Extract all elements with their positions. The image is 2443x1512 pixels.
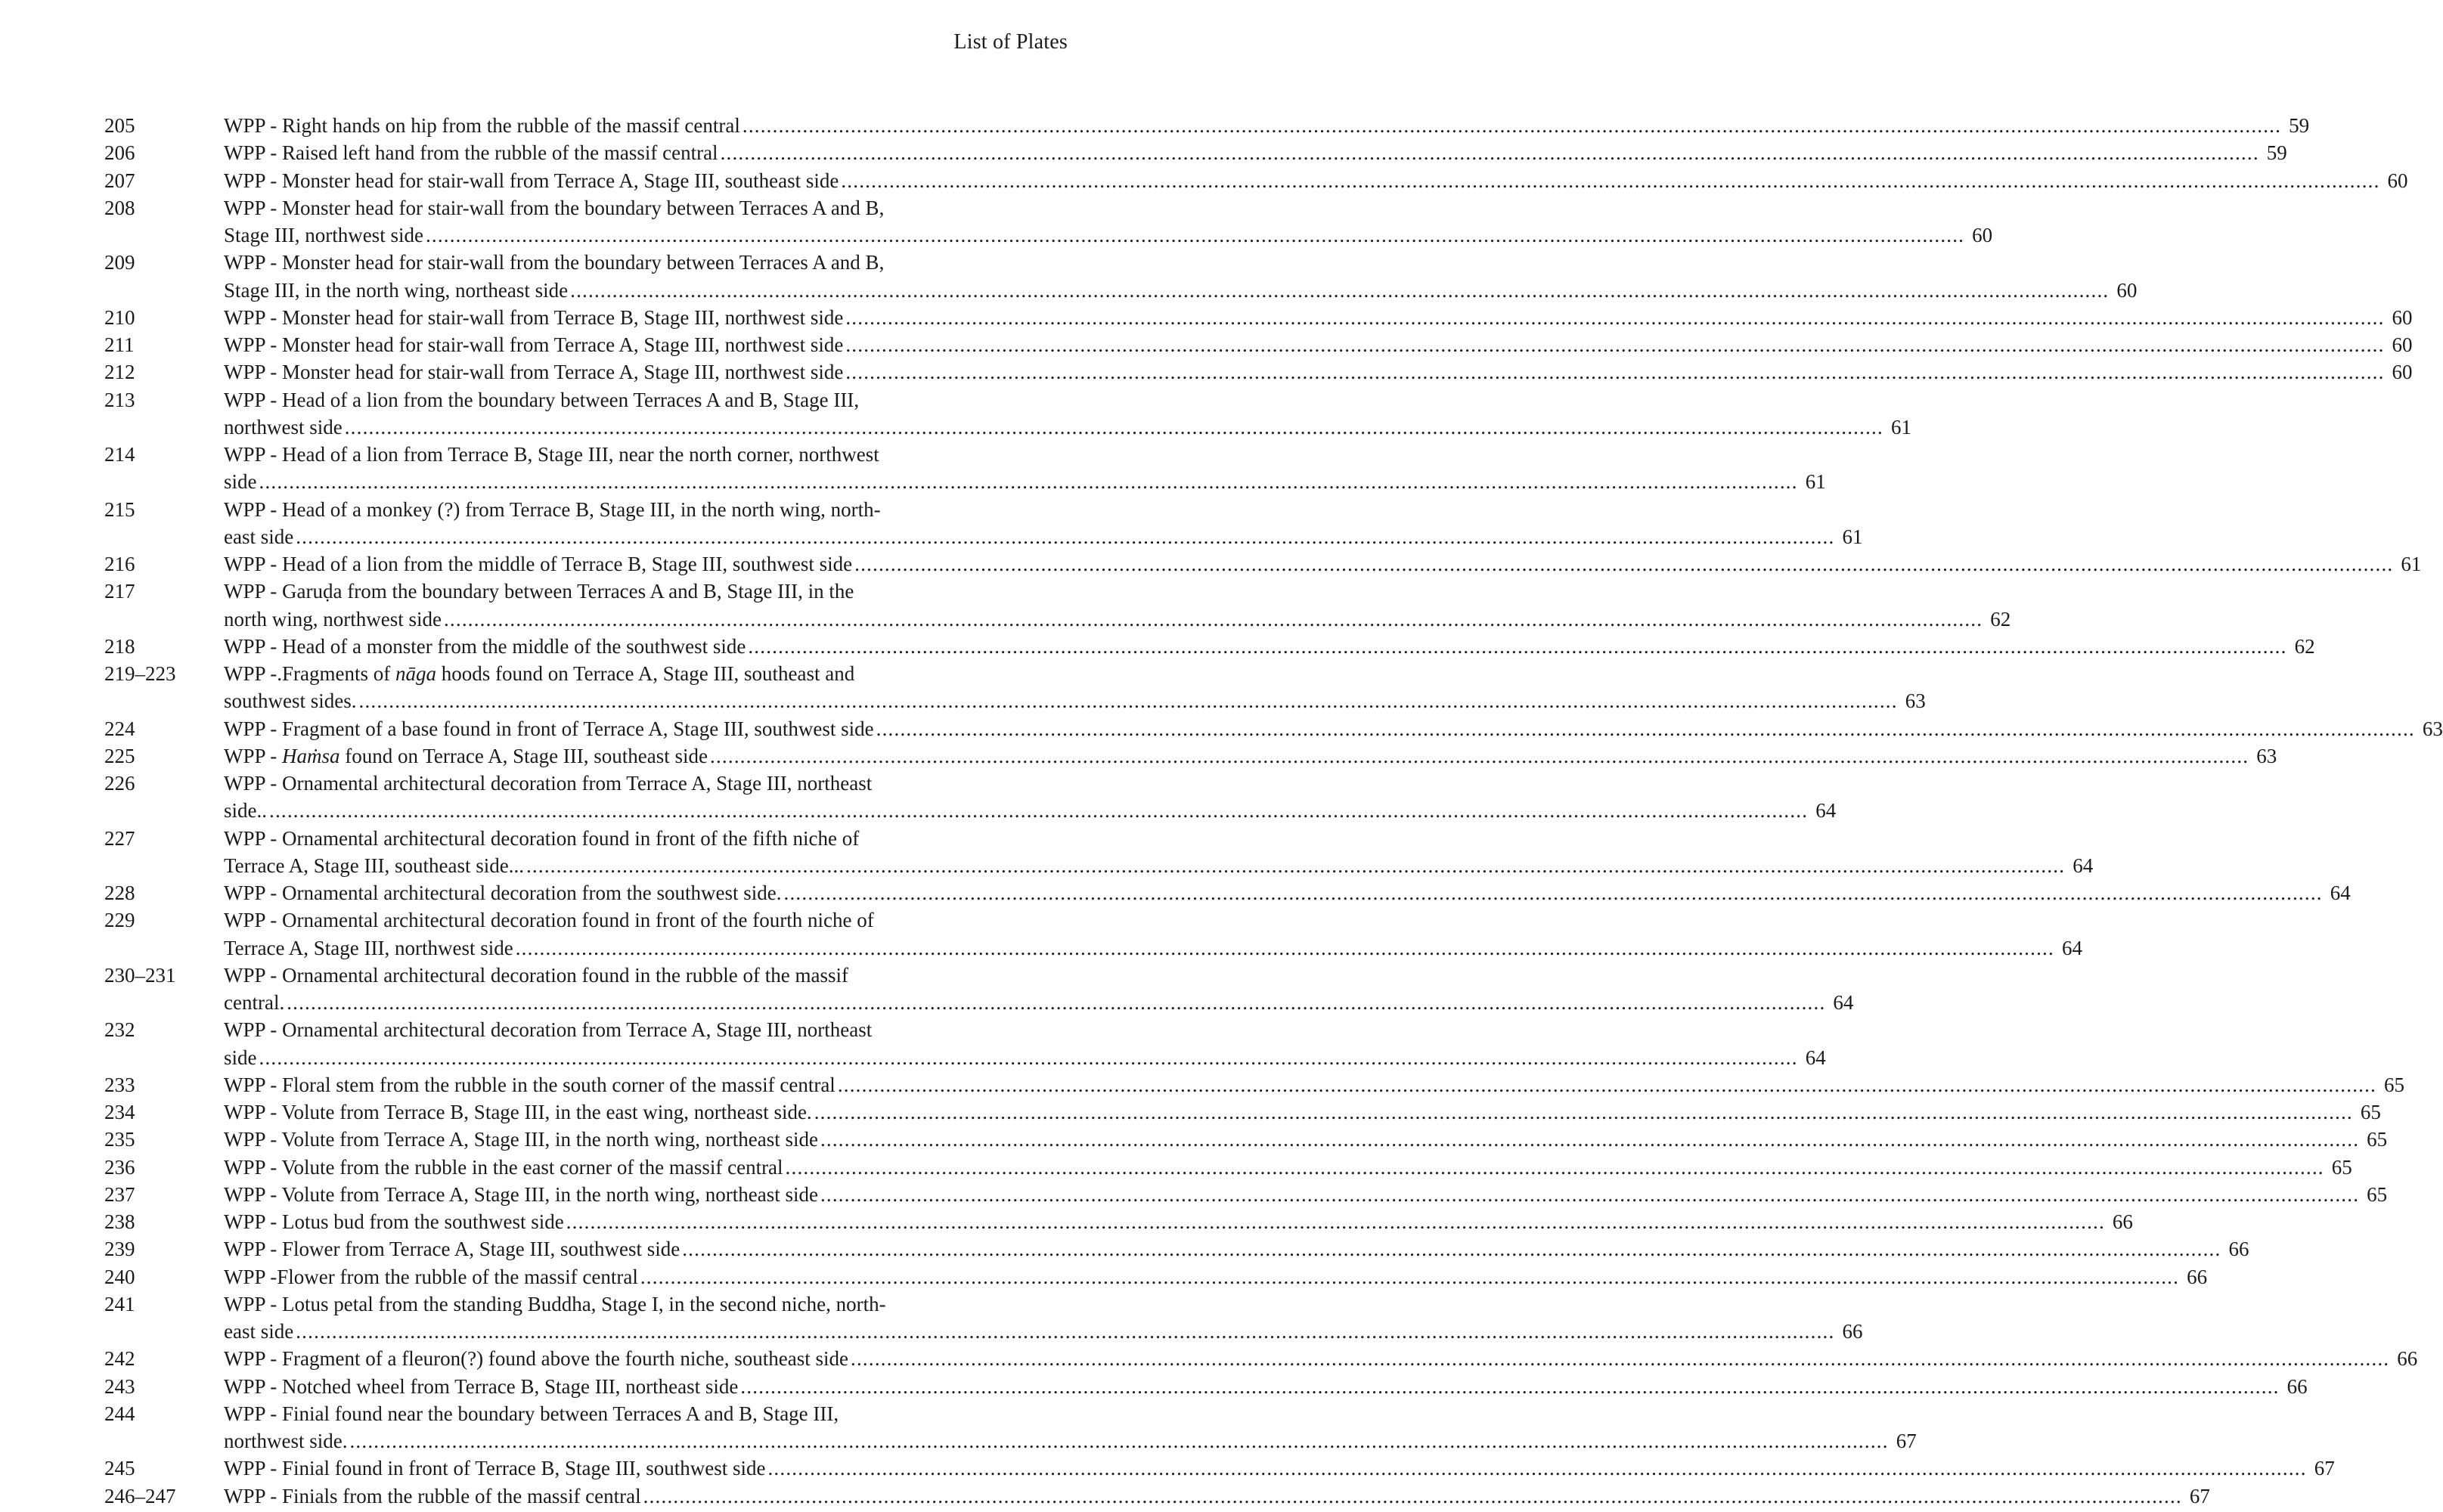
- dot-leader: [786, 1154, 2324, 1181]
- plate-number: 213: [104, 388, 135, 411]
- plate-description-line: WPP - Monster head for stair-wall from the boundary between Terraces A and B,: [224, 251, 885, 274]
- plate-number: 227: [104, 826, 135, 850]
- dot-leader: [566, 1208, 2105, 1235]
- page-number: 64: [2061, 936, 2082, 959]
- page-number: 59: [2266, 141, 2287, 165]
- plate-number: 245: [104, 1457, 135, 1480]
- plate-entry: [101, 386, 1911, 442]
- plate-entry: [101, 1290, 1863, 1346]
- plate-entry: [101, 1373, 2308, 1400]
- plate-description-line: WPP - Head of a monkey (?) from Terrace B, Stage III, in the north wing, north-: [224, 497, 881, 521]
- plate-description-line: WPP - Ornamental architectural decoration from Terrace A, Stage III, northeast: [224, 772, 873, 795]
- dot-leader: [876, 715, 2415, 742]
- plate-entry: [101, 578, 2011, 633]
- plate-description-line: WPP - Flower from Terrace A, Stage III, southwest side: [224, 1238, 681, 1261]
- plate-description-last-line: [224, 139, 2287, 166]
- plate-description-line: WPP - Monster head for stair-wall from the boundary between Terraces A and B,: [224, 196, 885, 219]
- dot-leader: [426, 222, 1964, 249]
- plate-number: 233: [104, 1073, 135, 1096]
- plate-description-last-line: [224, 331, 2413, 358]
- plate-description-line: north wing, northwest side: [224, 607, 442, 631]
- page-number: 64: [1805, 1046, 1826, 1069]
- plate-number: 210: [104, 305, 135, 329]
- plate-description-line: WPP - Ornamental architectural decoration from Terrace A, Stage III, northeast: [224, 1018, 873, 1042]
- plate-entry: [101, 742, 2277, 770]
- page-number: 66: [2187, 1265, 2208, 1288]
- plate-description-last-line: [224, 989, 1853, 1016]
- plate-description: [224, 715, 2443, 742]
- plate-entry: [101, 715, 2443, 742]
- plate-description-line: northwest side.: [224, 1430, 348, 1452]
- page-number: 60: [2392, 333, 2413, 356]
- plate-description-line: southwest sides.: [224, 689, 357, 713]
- plate-description-last-line: [224, 934, 2082, 962]
- plate-description-last-line: [224, 523, 1862, 550]
- plate-description: [224, 1235, 2249, 1263]
- page-number: 66: [2397, 1347, 2418, 1371]
- plate-number: 205: [104, 114, 135, 137]
- plate-description-last-line: [224, 742, 2277, 770]
- plate-description: [224, 879, 2351, 906]
- plate-description: [224, 1181, 2387, 1208]
- plate-entry: [101, 1208, 2133, 1235]
- plate-number: 209: [104, 251, 135, 274]
- plate-description-line: WPP - Volute from the rubble in the east corner of the massif central: [224, 1155, 783, 1179]
- plate-description-line: WPP - Right hands on hip from the rubble of the massif central: [224, 114, 740, 137]
- plate-entry: [101, 441, 1826, 496]
- dot-leader: [269, 797, 1808, 824]
- plate-entry: [101, 1483, 2210, 1510]
- plate-description-line: Stage III, in the north wing, northeast side: [224, 278, 569, 302]
- plate-description-last-line: [224, 468, 1826, 495]
- page-number: 60: [2392, 361, 2413, 384]
- plate-description: [224, 962, 1853, 1017]
- plate-description: [224, 304, 2413, 331]
- plate-description: [224, 249, 2137, 304]
- plate-description-line: Stage III, northwest side: [224, 224, 423, 246]
- page-number: 60: [2116, 278, 2138, 302]
- plate-number: 214: [104, 443, 135, 466]
- plate-description: [224, 441, 1826, 496]
- plate-description-line: Terrace A, Stage III, northwest side: [224, 936, 513, 959]
- page-number: 66: [1842, 1320, 1863, 1343]
- plate-description-line: WPP - Fragment of a fleuron(?) found above the fourth niche, southeast side: [224, 1347, 849, 1371]
- page-number: 66: [2112, 1210, 2133, 1233]
- plate-description-last-line: [224, 1345, 2417, 1372]
- plate-description-line: WPP - Volute from Terrace A, Stage III, in the north wing, northeast side: [224, 1128, 818, 1151]
- dot-leader: [851, 1345, 2389, 1372]
- plate-entry: [101, 1126, 2388, 1153]
- dot-leader: [740, 1373, 2279, 1400]
- plate-description-last-line: [224, 414, 1911, 441]
- page-number: 65: [2360, 1101, 2381, 1123]
- plate-number: 238: [104, 1210, 135, 1233]
- dot-leader: [838, 1071, 2376, 1098]
- plate-description: [224, 358, 2413, 386]
- plate-entry: [101, 770, 1837, 825]
- page-number: 65: [2331, 1155, 2352, 1179]
- plate-number: 230–231: [104, 963, 176, 987]
- dot-leader: [743, 112, 2281, 139]
- page-number: 65: [2367, 1128, 2388, 1151]
- plate-description-line: WPP - Floral stem from the rubble in the south corner of the massif central: [224, 1073, 836, 1096]
- plate-description-line: WPP - Head of a lion from Terrace B, Stage III, near the north corner, northwest: [224, 443, 879, 466]
- page-number: 61: [2401, 553, 2422, 575]
- plate-description: [224, 1373, 2308, 1400]
- plate-number: 228: [104, 881, 135, 904]
- plate-description-line: WPP - Ornamental architectural decoration found in front of the fifth niche of: [224, 826, 860, 850]
- plate-description-line: Terrace A, Stage III, southeast side...: [224, 854, 524, 877]
- plate-description-line: WPP - Monster head for stair-wall from Terrace A, Stage III, southeast side: [224, 169, 839, 192]
- plate-description-last-line: [224, 1126, 2387, 1153]
- plate-description-last-line: [224, 1318, 1862, 1345]
- dot-leader: [345, 414, 1883, 441]
- plate-entry: [101, 496, 1863, 551]
- dot-leader: [845, 331, 2384, 358]
- plate-description-line: side..: [224, 799, 267, 823]
- plate-description: [224, 633, 2315, 660]
- dot-leader: [784, 879, 2323, 906]
- plate-description: [224, 578, 2011, 633]
- plate-number: 208: [104, 196, 135, 219]
- plate-description: [224, 1345, 2417, 1372]
- page-number: 65: [2384, 1073, 2405, 1096]
- plate-number: 246–247: [104, 1484, 176, 1507]
- plate-description-line: northwest side: [224, 415, 343, 438]
- plate-description-line: side: [224, 1046, 257, 1069]
- plate-entry: [101, 1071, 2405, 1098]
- plate-entry: [101, 1181, 2388, 1208]
- plate-entry: [101, 660, 1926, 715]
- plate-description-line: WPP - Finial found near the boundary between Terraces A and B, Stage III,: [224, 1402, 839, 1425]
- plate-number: 239: [104, 1238, 135, 1261]
- plate-number: 226: [104, 772, 135, 795]
- plate-entry: [101, 112, 2310, 139]
- plate-number: 236: [104, 1155, 135, 1179]
- plate-description-last-line: [224, 1263, 2207, 1290]
- plate-entry: [101, 1154, 2352, 1181]
- dot-leader: [710, 742, 2249, 770]
- plate-number: 234: [104, 1101, 135, 1123]
- plate-description-line: WPP - Monster head for stair-wall from Terrace A, Stage III, northwest side: [224, 333, 844, 356]
- plate-number: 244: [104, 1402, 135, 1425]
- plate-description: [224, 1126, 2387, 1153]
- dot-leader: [296, 1318, 1834, 1345]
- plate-description-last-line: [224, 550, 2421, 578]
- dot-leader: [516, 934, 2054, 962]
- plate-description: [224, 194, 1992, 249]
- page-number: 67: [2189, 1484, 2210, 1507]
- page-number: 66: [2228, 1238, 2249, 1261]
- plate-description-last-line: [224, 358, 2413, 386]
- plate-description-last-line: [224, 606, 2011, 633]
- plate-description: [224, 386, 1911, 442]
- dot-leader: [820, 1181, 2359, 1208]
- plate-description-last-line: [224, 1044, 1826, 1071]
- plate-description: [224, 1098, 2381, 1126]
- page-number: 63: [2256, 744, 2277, 767]
- page-number: 59: [2289, 114, 2310, 137]
- dot-leader: [820, 1126, 2359, 1153]
- running-head: List of Plates: [953, 30, 1068, 54]
- dot-leader: [570, 277, 2109, 304]
- page-number: 60: [2392, 305, 2413, 329]
- plate-description-line: central.: [224, 991, 285, 1014]
- plate-description: [224, 496, 1862, 551]
- plate-number: 242: [104, 1347, 135, 1371]
- plate-number: 218: [104, 634, 135, 658]
- plate-entry: [101, 825, 2094, 880]
- plate-number: 224: [104, 717, 135, 740]
- plate-description-last-line: [224, 304, 2413, 331]
- dot-leader: [359, 687, 1898, 714]
- plate-description-line: WPP - Volute from Terrace B, Stage III, in the east wing, northeast side.: [224, 1101, 812, 1123]
- plate-description: [224, 112, 2309, 139]
- plate-description-line: WPP - Monster head for stair-wall from Terrace B, Stage III, northwest side: [224, 305, 844, 329]
- plate-entry: [101, 194, 1993, 249]
- page-number: 62: [1990, 607, 2011, 631]
- plate-description-last-line: [224, 879, 2351, 906]
- dot-leader: [748, 633, 2286, 660]
- plate-description-last-line: [224, 687, 1926, 714]
- plate-entry: [101, 1098, 2381, 1126]
- plate-description: [224, 825, 2093, 880]
- plate-description-last-line: [224, 1373, 2308, 1400]
- dot-leader: [259, 468, 1798, 495]
- dot-leader: [814, 1098, 2353, 1126]
- plate-description-last-line: [224, 277, 2137, 304]
- page-number: 63: [2422, 717, 2443, 740]
- plate-description-last-line: [224, 1208, 2133, 1235]
- plate-description: [224, 770, 1836, 825]
- plate-number: 232: [104, 1018, 135, 1042]
- page-number: 64: [1815, 799, 1837, 823]
- dot-leader: [845, 358, 2384, 386]
- plate-number: 211: [104, 333, 135, 356]
- plate-description-line: WPP - Ornamental architectural decoration found in front of the fourth niche of: [224, 909, 874, 932]
- plate-description-line: WPP - Finial found in front of Terrace B, Stage III, southwest side: [224, 1457, 766, 1480]
- plate-entry: [101, 358, 2413, 386]
- plate-number: 206: [104, 141, 135, 165]
- plate-entry: [101, 139, 2287, 166]
- plate-description-last-line: [224, 797, 1836, 824]
- page-number: 61: [1805, 470, 1826, 494]
- plate-description-line: WPP - Monster head for stair-wall from Terrace A, Stage III, northwest side: [224, 361, 844, 384]
- plate-number: 219–223: [104, 662, 176, 685]
- plate-description: [224, 1208, 2133, 1235]
- dot-leader: [767, 1455, 2306, 1482]
- plate-description: [224, 1016, 1826, 1071]
- plate-description: [224, 1400, 1917, 1455]
- plate-number: 240: [104, 1265, 135, 1288]
- plate-entry: [101, 249, 2138, 304]
- plate-description: [224, 139, 2287, 166]
- plate-description-line: WPP -Flower from the rubble of the massif central: [224, 1265, 638, 1288]
- plate-description-last-line: [224, 852, 2093, 879]
- page-number: 60: [1972, 224, 1993, 246]
- dot-leader: [845, 304, 2384, 331]
- plate-description: [224, 660, 1926, 715]
- plate-description-last-line: [224, 1235, 2249, 1263]
- plate-entry: [101, 1263, 2208, 1290]
- page-number: 65: [2367, 1182, 2388, 1206]
- plate-description: [224, 167, 2408, 194]
- plate-description-line: WPP -.Fragments of nāga hoods found on Terrace A, Stage III, southeast and: [224, 662, 855, 685]
- plate-description-line: WPP - Ornamental architectural decoration found in the rubble of the massif: [224, 963, 848, 987]
- plate-number: 217: [104, 580, 135, 603]
- plate-description-last-line: [224, 1071, 2404, 1098]
- dot-leader: [682, 1235, 2221, 1263]
- plate-number: 207: [104, 169, 135, 192]
- plate-number: 216: [104, 553, 135, 575]
- plate-entry: [101, 1455, 2335, 1482]
- plate-description: [224, 331, 2413, 358]
- dot-leader: [444, 606, 1983, 633]
- plate-description-line: WPP - Raised left hand from the rubble of the massif central: [224, 141, 718, 165]
- plate-entry: [101, 331, 2413, 358]
- plate-entry: [101, 1400, 1917, 1455]
- plate-list: [101, 112, 2443, 1510]
- plate-entry: [101, 1235, 2249, 1263]
- plate-description: [224, 1483, 2210, 1510]
- plate-description: [224, 1263, 2207, 1290]
- plate-number: 229: [104, 909, 135, 932]
- plate-description: [224, 1154, 2352, 1181]
- plate-description-last-line: [224, 222, 1992, 249]
- plate-entry: [101, 962, 1854, 1017]
- plate-description-last-line: [224, 1154, 2352, 1181]
- dot-leader: [640, 1263, 2179, 1290]
- page-number: 61: [1890, 415, 1911, 438]
- plate-description-line: WPP - Lotus petal from the standing Buddha, Stage I, in the second niche, north-: [224, 1292, 886, 1315]
- plate-description: [224, 550, 2421, 578]
- plate-description-line: WPP - Notched wheel from Terrace B, Stage III, northeast side: [224, 1374, 739, 1398]
- plate-number: 215: [104, 497, 135, 521]
- dot-leader: [259, 1044, 1798, 1071]
- dot-leader: [526, 852, 2065, 879]
- dot-leader: [841, 167, 2379, 194]
- plate-description-line: WPP - Haṁsa found on Terrace A, Stage III, southeast side: [224, 744, 708, 767]
- page-number: 64: [2073, 854, 2094, 877]
- plate-description: [224, 906, 2082, 962]
- plate-description: [224, 742, 2277, 770]
- plate-number: 235: [104, 1128, 135, 1151]
- plate-entry: [101, 879, 2351, 906]
- dot-leader: [721, 139, 2259, 166]
- plate-description-line: east side: [224, 1320, 294, 1343]
- plate-description-line: WPP - Head of a monster from the middle of the southwest side: [224, 634, 746, 658]
- plate-description-line: side: [224, 470, 257, 494]
- plate-description-line: east side: [224, 525, 294, 548]
- dot-leader: [287, 989, 1825, 1016]
- plate-number: 241: [104, 1292, 135, 1315]
- plate-description-line: WPP - Finials from the rubble of the massif central: [224, 1484, 641, 1507]
- plate-description-last-line: [224, 112, 2309, 139]
- plate-description: [224, 1290, 1862, 1346]
- plate-description-line: WPP - Head of a lion from the middle of Terrace B, Stage III, southwest side: [224, 553, 853, 575]
- plate-entry: [101, 167, 2408, 194]
- plate-description-last-line: [224, 1455, 2335, 1482]
- page-number: 67: [1896, 1430, 1917, 1452]
- plate-entry: [101, 1016, 1826, 1071]
- page-number: 63: [1905, 689, 1926, 713]
- dot-leader: [854, 550, 2393, 578]
- page-number: 61: [1842, 525, 1863, 548]
- plate-description: [224, 1455, 2335, 1482]
- page-number: 66: [2286, 1374, 2308, 1398]
- plate-description: [224, 1071, 2404, 1098]
- plate-description-last-line: [224, 167, 2408, 194]
- plate-description-line: WPP - Lotus bud from the southwest side: [224, 1210, 564, 1233]
- plate-description-line: WPP - Fragment of a base found in front of Terrace A, Stage III, southwest side: [224, 717, 874, 740]
- dot-leader: [643, 1483, 2182, 1510]
- plate-description-line: WPP - Volute from Terrace A, Stage III, in the north wing, northeast side: [224, 1182, 818, 1206]
- page-number: 64: [1833, 991, 1854, 1014]
- plate-description-last-line: [224, 715, 2443, 742]
- plate-description-line: WPP - Ornamental architectural decoration from the southwest side.: [224, 881, 782, 904]
- page-number: 67: [2314, 1457, 2335, 1480]
- plate-number: 243: [104, 1374, 135, 1398]
- plate-entry: [101, 550, 2422, 578]
- plate-description-last-line: [224, 1427, 1917, 1455]
- plate-entry: [101, 633, 2315, 660]
- plate-description-line: WPP - Garuḍa from the boundary between Terraces A and B, Stage III, in the: [224, 580, 854, 603]
- page-number: 60: [2387, 169, 2408, 192]
- plate-entry: [101, 906, 2082, 962]
- plate-number: 225: [104, 744, 135, 767]
- plate-number: 237: [104, 1182, 135, 1206]
- plate-description-last-line: [224, 1181, 2387, 1208]
- plate-description-last-line: [224, 1483, 2210, 1510]
- page-number: 62: [2294, 634, 2315, 658]
- plate-description-last-line: [224, 633, 2315, 660]
- page-number: 64: [2330, 881, 2351, 904]
- plate-entry: [101, 304, 2413, 331]
- plate-number: 212: [104, 361, 135, 384]
- plate-description-line: WPP - Head of a lion from the boundary between Terraces A and B, Stage III,: [224, 388, 860, 411]
- dot-leader: [349, 1427, 1888, 1455]
- dot-leader: [296, 523, 1834, 550]
- plate-entry: [101, 1345, 2418, 1372]
- plate-description-last-line: [224, 1098, 2381, 1126]
